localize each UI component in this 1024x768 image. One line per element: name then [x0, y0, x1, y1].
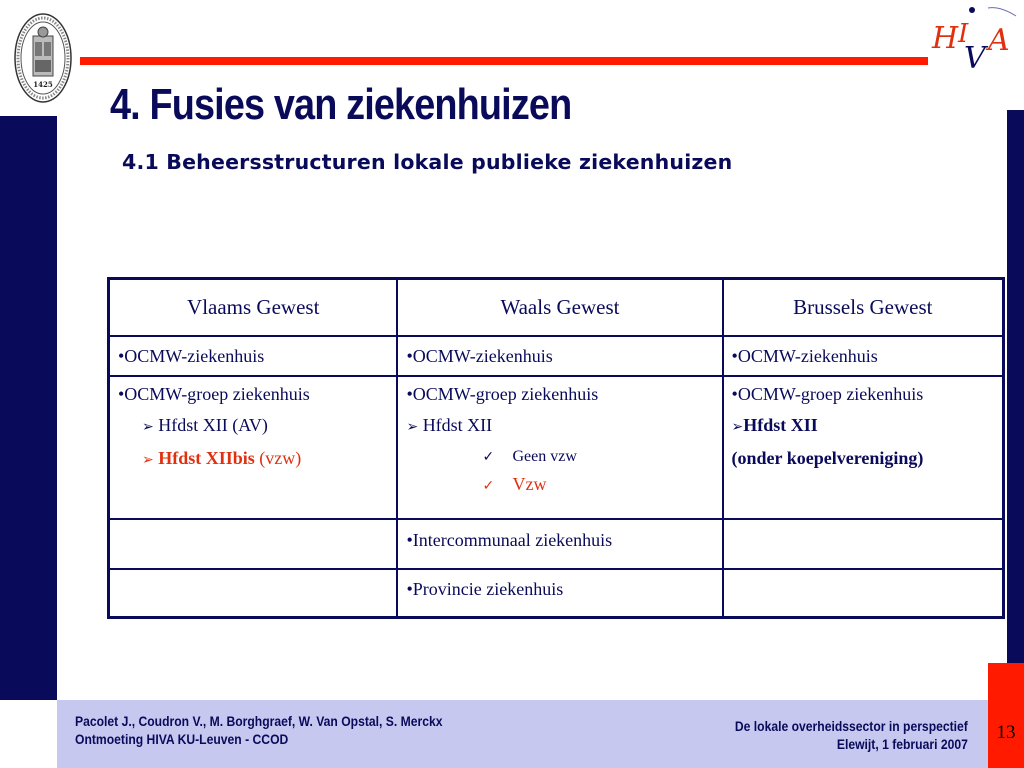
- hiva-letter-v: V: [964, 41, 986, 74]
- table-row: [109, 569, 1004, 617]
- table-row: [109, 519, 1004, 569]
- slide-title: 4. Fusies van ziekenhuizen: [110, 80, 572, 129]
- brussels-hfdst-xii: Hfdst XII: [743, 414, 818, 435]
- vlaams-hfdst-xii: Hfdst XII (AV): [158, 414, 268, 435]
- cell-waals-intercommunaal: •Intercommunaal ziekenhuis: [397, 519, 722, 569]
- waals-vzw: Vzw: [512, 473, 547, 494]
- page-number-box: [988, 663, 1024, 768]
- waals-check-item: [406, 446, 721, 468]
- waals-hfdst-xii: Hfdst XII: [422, 414, 493, 435]
- footer-event: [735, 718, 968, 754]
- waals-sub-item: [406, 415, 721, 438]
- cell-waals-provincie: •Provincie ziekenhuis: [397, 569, 722, 617]
- hiva-logo: [930, 4, 1022, 74]
- cell-vlaams-empty: [109, 569, 398, 617]
- arrow-bullet-icon: ➢: [142, 418, 154, 435]
- waals-groep-label: •OCMW-groep ziekenhuis: [406, 383, 599, 404]
- brussels-sub-item: [732, 415, 1002, 438]
- footer-authors-line1: Pacolet J., Coudron V., M. Borghgraef, W. Van Opstal, S. Merckx: [75, 714, 443, 729]
- arrow-bullet-icon: ➢: [142, 451, 154, 468]
- table-row: [109, 376, 1004, 519]
- checkmark-icon: ✓: [482, 477, 495, 494]
- seal-year: 1425: [33, 80, 53, 89]
- cell-vlaams-empty: [109, 519, 398, 569]
- cell-waals-ocmw: •OCMW-ziekenhuis: [397, 336, 722, 376]
- cell-waals-groep: [397, 376, 722, 519]
- cell-brussels-empty: [723, 519, 1004, 569]
- table-header-row: [109, 279, 1004, 336]
- vlaams-groep-label: •OCMW-groep ziekenhuis: [118, 383, 310, 404]
- structures-table: [107, 277, 1005, 619]
- cell-brussels-ocmw: •OCMW-ziekenhuis: [723, 336, 1004, 376]
- cell-vlaams-ocmw: •OCMW-ziekenhuis: [109, 336, 398, 376]
- arrow-bullet-icon: ➢: [406, 418, 419, 435]
- footer-event-line1: De lokale overheidssector in perspectief: [735, 719, 968, 734]
- cell-vlaams-groep: [109, 376, 398, 519]
- right-decor-bar: [1007, 110, 1024, 663]
- arrow-bullet-icon: ➢: [731, 418, 744, 435]
- hiva-letter-h: H: [932, 21, 959, 56]
- header-red-rule: [80, 57, 928, 65]
- vlaams-vzw-suffix: (vzw): [254, 447, 302, 468]
- vlaams-sub-item: [118, 448, 396, 471]
- page-number: 13: [996, 722, 1016, 743]
- waals-geen-vzw: Geen vzw: [512, 447, 577, 465]
- university-seal-logo: [13, 12, 73, 104]
- checkmark-icon: ✓: [482, 448, 495, 465]
- header-waals: Waals Gewest: [397, 279, 722, 336]
- table-row: [109, 336, 1004, 376]
- hiva-letter-a: A: [988, 23, 1010, 58]
- left-decor-bar: [0, 116, 57, 700]
- cell-brussels-empty: [723, 569, 1004, 617]
- header-brussels: Brussels Gewest: [723, 279, 1004, 336]
- brussels-groep-label: •OCMW-groep ziekenhuis: [731, 383, 924, 404]
- cell-brussels-groep: [723, 376, 1004, 519]
- vlaams-sub-item: [118, 415, 396, 438]
- hiva-letter-i: I: [958, 19, 969, 49]
- slide-subtitle: 4.1 Beheersstructuren lokale publieke ziekenhuizen: [122, 150, 733, 174]
- footer-authors-line2: Ontmoeting HIVA KU-Leuven - CCOD: [75, 732, 289, 747]
- brussels-koepel: (onder koepelvereniging): [731, 447, 924, 468]
- waals-check-item: [406, 474, 721, 497]
- header-vlaams: Vlaams Gewest: [109, 279, 398, 336]
- footer-authors: [75, 713, 443, 749]
- vlaams-hfdst-xiibis: Hfdst XIIbis: [158, 447, 255, 468]
- footer-event-line2: Elewijt, 1 februari 2007: [836, 737, 968, 752]
